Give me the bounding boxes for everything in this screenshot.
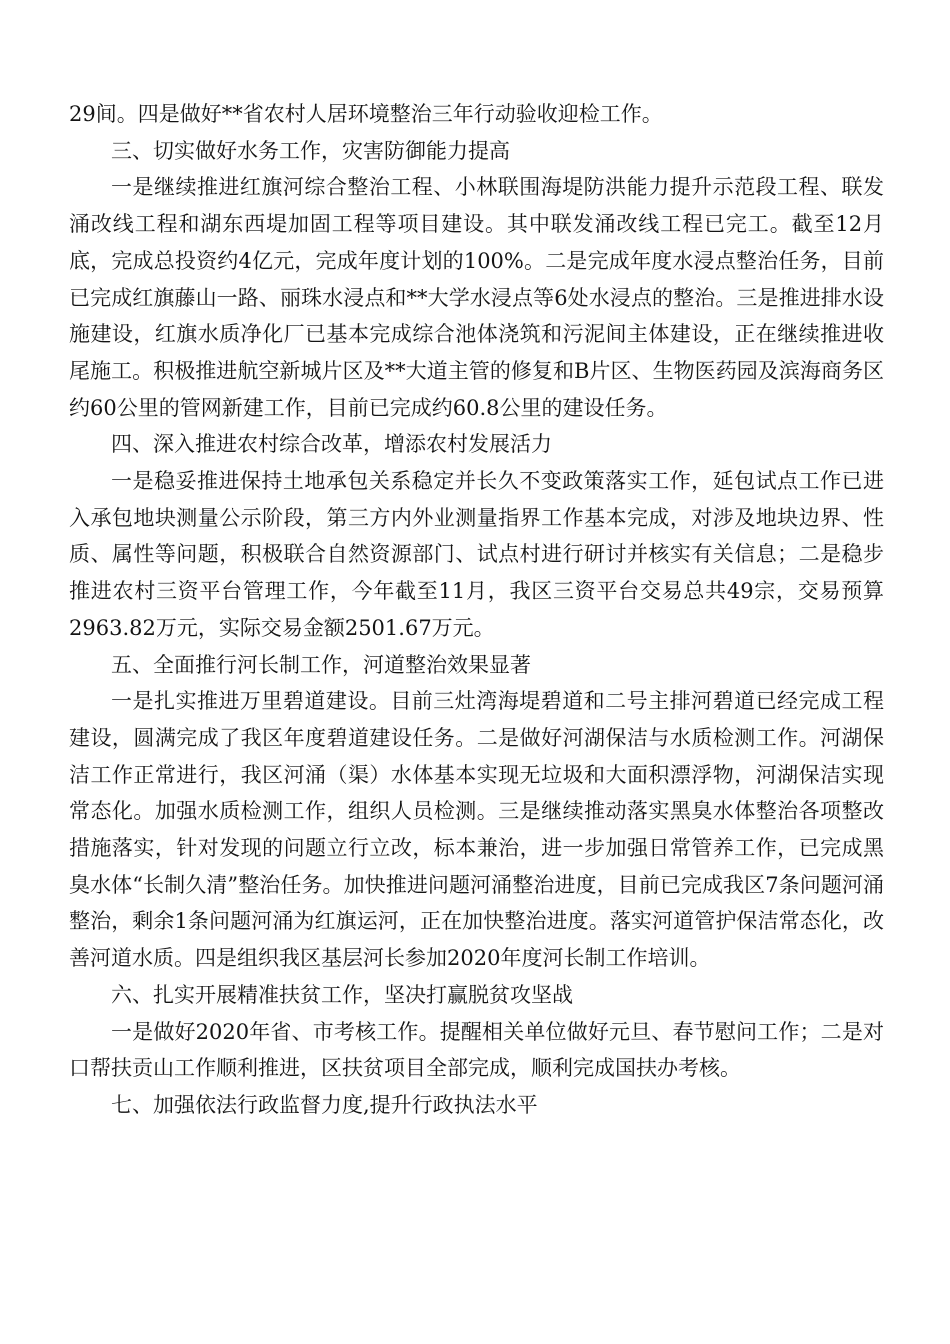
- paragraph-water-affairs: 一是继续推进红旗河综合整治工程、小林联围海堤防洪能力提升示范段工程、联发涌改线工程和湖东西堤加固工程等项目建设。其中联发涌改线工程已完工。截至12月底，完成总投资约4亿元，完成年度计划的100%。二是完成年度水浸点整治任务，目前已完成红旗藤山一路、丽珠水浸点和**大学水浸点等6处水浸点的整治。三是推进排水设施建设，红旗水质净化厂已基本完成综合池体浇筑和污泥间主体建设，正在继续推进收尾施工。积极推进航空新城片区及**大道主管的修复和B片区、生物医药园及滨海商务区约60公里的管网新建工作，目前已完成约60.8公里的建设任务。: [69, 175, 884, 420]
- paragraph-continuation: 29间。四是做好**省农村人居环境整治三年行动验收迎检工作。: [69, 102, 663, 126]
- paragraph-river-chief: 一是扎实推进万里碧道建设。目前三灶湾海堤碧道和二号主排河碧道已经完成工程建设，圆满完成了我区年度碧道建设任务。二是做好河湖保洁与水质检测工作。河湖保洁工作正常进行，我区河涌（渠）水体基本实现无垃圾和大面积漂浮物，河湖保洁实现常态化。加强水质检测工作，组织人员检测。三是继续推动落实黑臭水体整治各项整改措施落实，针对发现的问题立行立改，标本兼治，进一步加强日常管养工作，已完成黑臭水体“长制久清”整治任务。加快推进问题河涌整治进度，目前已完成我区7条问题河涌整治，剩余1条问题河涌为红旗运河，正在加快整治进度。落实河道管护保洁常态化，改善河道水质。四是组织我区基层河长参加2020年度河长制工作培训。: [69, 689, 884, 971]
- paragraph-poverty-alleviation: 一是做好2020年省、市考核工作。提醒相关单位做好元旦、春节慰问工作；二是对口帮扶贡山工作顺利推进，区扶贫项目全部完成，顺利完成国扶办考核。: [69, 1019, 884, 1081]
- document-body: [69, 96, 884, 1124]
- section-heading-rural-reform: 四、深入推进农村综合改革，增添农村发展活力: [111, 432, 552, 457]
- section-heading-law-enforcement: 七、加强依法行政监督力度,提升行政执法水平: [111, 1092, 538, 1117]
- section-heading-river-chief: 五、全面推行河长制工作，河道整治效果显著: [111, 652, 531, 677]
- section-heading-poverty-alleviation: 六、扎实开展精准扶贫工作，坚决打赢脱贫攻坚战: [111, 982, 573, 1007]
- section-heading-water-affairs: 三、切实做好水务工作，灾害防御能力提高: [111, 138, 510, 163]
- paragraph-rural-reform: 一是稳妥推进保持土地承包关系稳定并长久不变政策落实工作，延包试点工作已进入承包地块测量公示阶段，第三方内外业测量指界工作基本完成，对涉及地块边界、性质、属性等问题，积极联合自然资源部门、试点村进行研讨并核实有关信息；二是稳步推进农村三资平台管理工作，今年截至11月，我区三资平台交易总共49宗，交易预算2963.82万元，实际交易金额2501.67万元。: [69, 469, 884, 640]
